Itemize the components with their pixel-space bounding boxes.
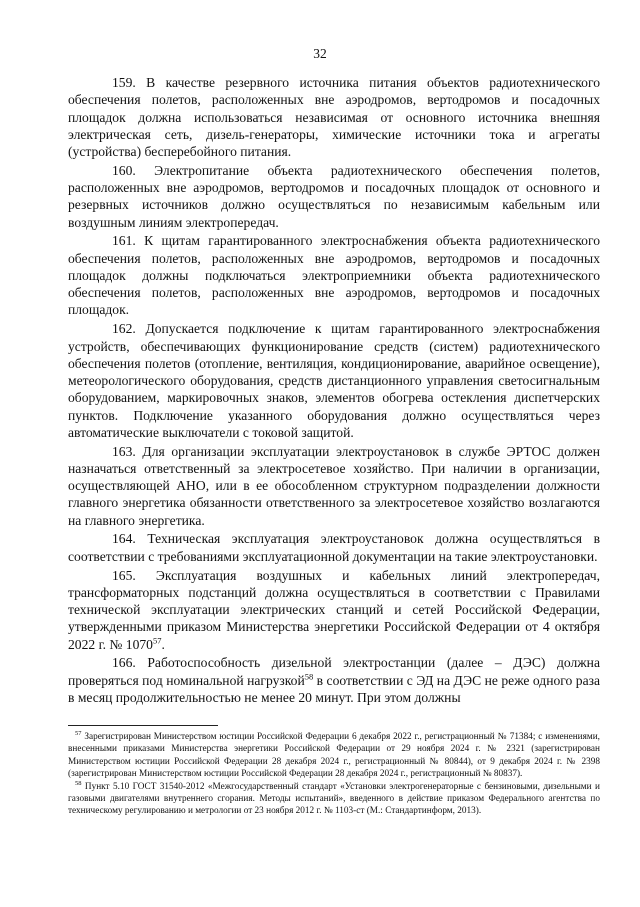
paragraph-165-end: . — [161, 636, 165, 652]
paragraph-162: 162. Допускается подключение к щитам гарантированного электроснабжения устройств, обеспечивающих функционирование средств (систем) радиотехнического обеспечения полетов (отопление, вентиляция, кондиционирование, аварийное освещение), метеорологического оборудования, средств дистанционного управления светосигнальным оборудованием, маркировочных знаков, элементов обогрева остекления диспетчерских пунктов. Подключение указанного оборудования должно осуществляться через автоматические выключатели с токовой защитой. — [68, 321, 600, 440]
footnote-separator — [68, 725, 218, 726]
paragraph-163: 163. Для организации эксплуатации электроустановок в службе ЭРТОС должен назначаться ответственный за электросетевое хозяйство. При наличии в организации, осуществляющей АНО, или в ее обособленном структурном подразделении должности главного энергетика обязанности ответственного за электросетевое хозяйство возлагаются на главного энергетика. — [68, 443, 600, 528]
paragraph-159: 159. В качестве резервного источника питания объектов радиотехнического обеспечения полетов, расположенных вне аэродромов, вертодромов и посадочных площадок должна использоваться независимая от основного источника внешняя электрическая сеть, дизель-генераторы, химические источники тока и агрегаты (устройства) бесперебойного питания. — [68, 75, 600, 159]
footnote-number-57: 57 — [75, 729, 82, 737]
footnote-number-58: 58 — [75, 779, 82, 787]
footnote-58 — [68, 781, 600, 818]
paragraph-165-text: 165. Эксплуатация воздушных и кабельных линий электропередач, трансформаторных подстанций должна осуществляться в соответствии с Правилами технической эксплуатации электрических станций и сетей Российской Федерации, утвержденными приказом Министерства энергетики Российской Федерации от 4 октября 2022 г. № 1070 — [68, 567, 600, 652]
paragraph-166-text-before: 166. Работоспособность дизельной электростанции (далее – ДЭС) должна проверяться под номинальной нагрузкой — [68, 655, 600, 688]
paragraph-160: 160. Электропитание объекта радиотехнического обеспечения полетов, расположенных вне аэродромов, вертодромов и посадочных площадок от основного и резервных источников должно осуществляться по независимым кабельным или воздушным линиям электропередач. — [68, 162, 600, 230]
page-number: 32 — [313, 46, 327, 61]
footnote-text-57: Зарегистрирован Министерством юстиции Российской Федерации 6 декабря 2022 г., регистрационный № 71384; с изменениями, внесенными приказами Министерства энергетики Российской Федерации от 29 ноября 2024 г. № 2321 (зарегистрирован Министерством юстиции Российской Федерации 28 декабря 2024 г., регистрационный № 80844), от 9 декабря 2024 г. № 2398 (зарегистрирован Министерством юстиции Российской Федерации 28 декабря 2024 г., регистрационный № 80837). — [68, 732, 600, 779]
footnote-text-58: Пункт 5.10 ГОСТ 31540-2012 «Межгосударственный стандарт «Установки электрогенераторные с бензиновыми, дизельными и газовыми двигателями внутреннего сгорания. Методы испытаний», введенного в действие приказом Федерального агентства по техническому регулированию и метрологии от 23 ноября 2012 г. № 1103-ст (М.: Стандартинформ, 2013). — [68, 781, 600, 817]
document-body — [68, 74, 600, 706]
paragraph-166-text-after: в соответствии с ЭД на ДЭС не реже одного раза в месяц продолжительностью не менее 20 минут. При этом должны — [68, 672, 601, 705]
paragraph-164: 164. Техническая эксплуатация электроустановок должна осуществляться в соответствии с требованиями эксплуатационной документации на такие электроустановки. — [68, 531, 600, 564]
footnote-57 — [68, 731, 600, 780]
footnote-ref-58: 58 — [304, 671, 314, 682]
paragraph-165 — [68, 567, 600, 653]
paragraph-161: 161. К щитам гарантированного электроснабжения объекта радиотехнического обеспечения полетов, расположенных вне аэродромов, вертодромов и посадочных площадок должны подключаться электроприемники объекта радиотехнического обеспечения полетов, расположенных вне аэродромов, вертодромов и посадочных площадок. — [68, 233, 600, 318]
footnote-ref-57: 57 — [152, 635, 162, 646]
footnotes — [68, 731, 600, 818]
paragraph-166 — [68, 654, 600, 706]
